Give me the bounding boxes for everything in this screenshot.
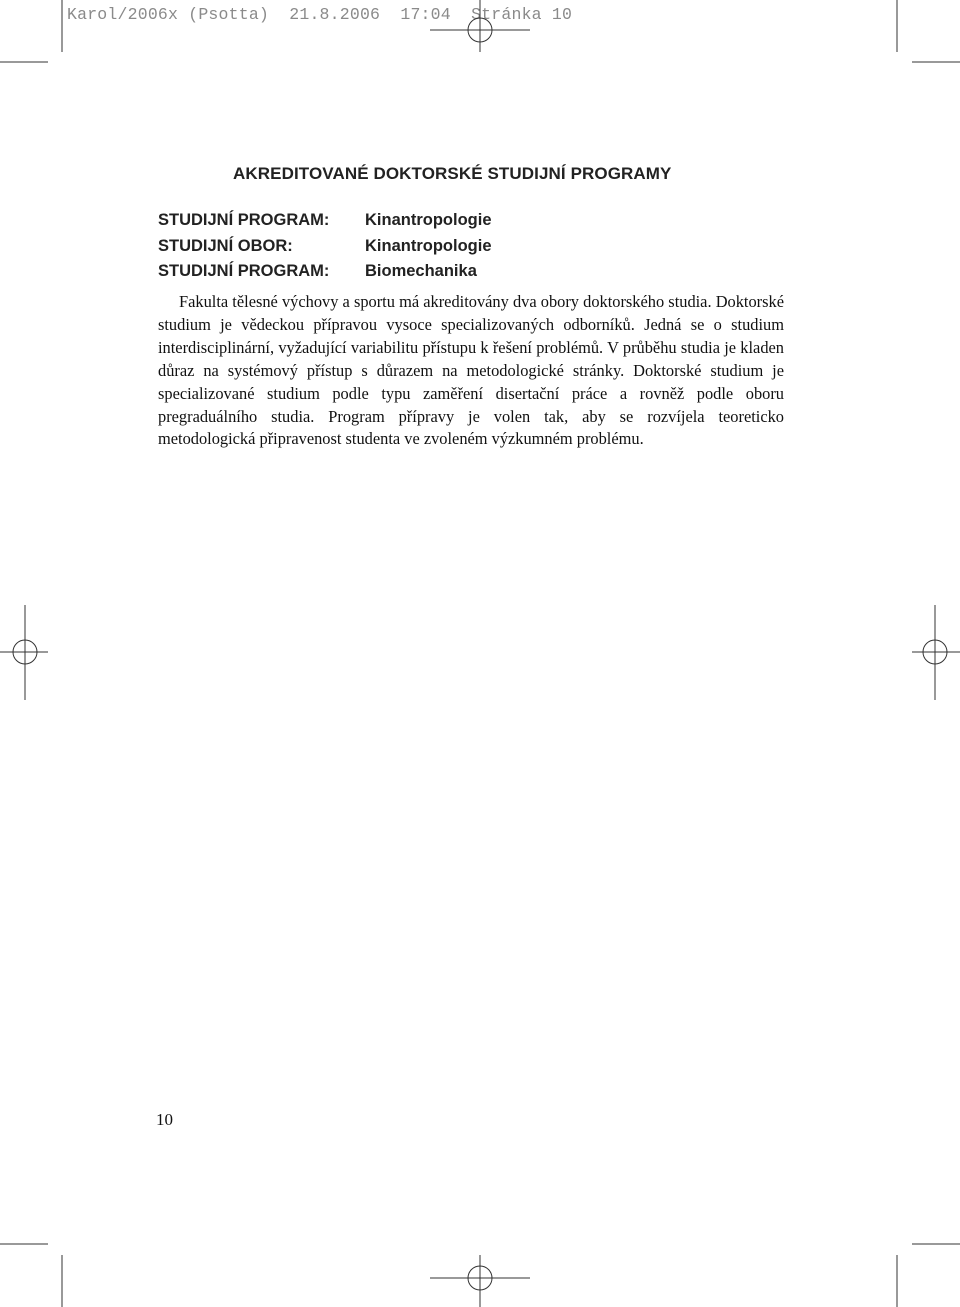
- program-label: STUDIJNÍ PROGRAM:: [158, 262, 330, 280]
- program-label: STUDIJNÍ PROGRAM:: [158, 211, 330, 229]
- page-number: 10: [156, 1110, 173, 1129]
- program-value: Kinantropologie: [365, 211, 492, 229]
- program-label: STUDIJNÍ OBOR:: [158, 236, 293, 255]
- program-value: Kinantropologie: [365, 236, 492, 255]
- program-value: Biomechanika: [365, 262, 477, 280]
- body-paragraph: Fakulta tělesné výchovy a sportu má akreditovány dva obory doktorského studia. Doktorské studium je vědeckou přípravou vysoce specializovaných odborníků. Jedná se o studium interdisciplinární, vyžadující variabilitu přístupu k řešení problémů. V průběhu studia je kladen důraz na systémový přístup s důrazem na metodologické stránky. Doktorské studium je specializované studium podle typu zaměření disertační práce a rovněž podle oboru pregraduálního studia. Program přípravy je volen tak, aby se rozvíjela teoreticko metodologická připravenost studenta ve zvoleném výzkumném problému.: [158, 292, 784, 449]
- print-slug: Karol/2006x (Psotta) 21.8.2006 17:04 Stránka 10: [67, 5, 573, 24]
- page-heading: AKREDITOVANÉ DOKTORSKÉ STUDIJNÍ PROGRAMY: [233, 164, 672, 183]
